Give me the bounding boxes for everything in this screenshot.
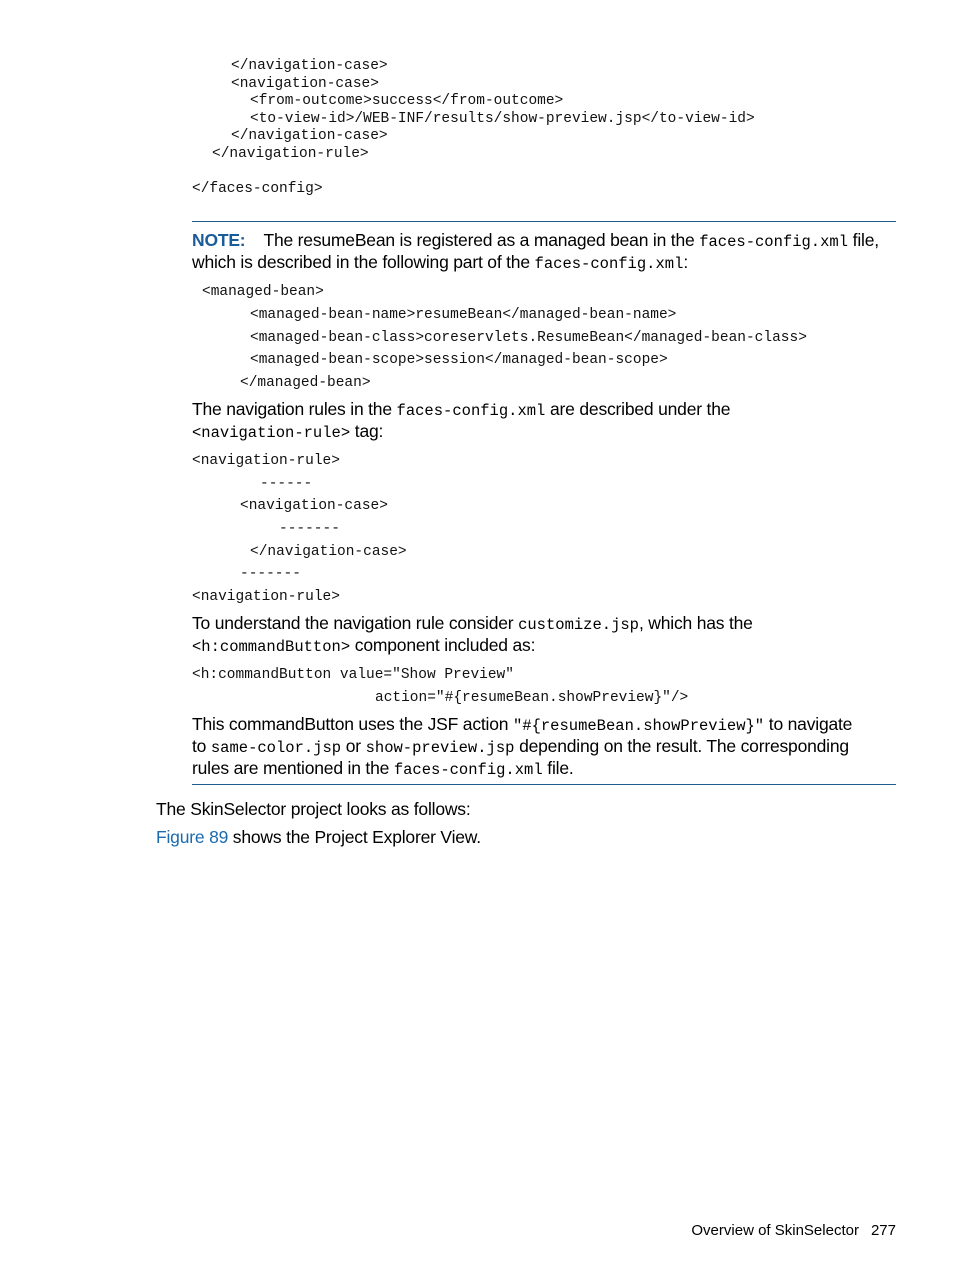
text-run: tag: <box>350 421 384 441</box>
text-run: rules are mentioned in the <box>192 758 394 778</box>
code-run: same-color.jsp <box>210 739 342 757</box>
text-run: The navigation rules in the <box>192 399 397 419</box>
code-line: <to-view-id>/WEB-INF/results/show-preview.jsp</to-view-id> <box>250 111 755 127</box>
code-run: faces-config.xml <box>393 761 543 779</box>
note-paragraph-line <box>192 713 852 737</box>
code-line: <navigation-case> <box>240 498 388 514</box>
code-line: <h:commandButton value="Show Preview" <box>192 667 514 683</box>
code-run: faces-config.xml <box>699 233 849 251</box>
text-run: This commandButton uses the JSF action <box>192 714 513 734</box>
figure-link[interactable]: Figure 89 <box>156 827 229 847</box>
code-line: action="#{resumeBean.showPreview}"/> <box>375 690 689 706</box>
code-line: <managed-bean-class>coreservlets.ResumeBean</managed-bean-class> <box>250 330 807 346</box>
code-line: </navigation-case> <box>250 544 407 560</box>
text-run: are described under the <box>545 399 731 419</box>
code-line: ------- <box>240 566 301 582</box>
body-paragraph: The SkinSelector project looks as follows: <box>156 799 471 819</box>
text-run: file, <box>848 230 879 250</box>
note-paragraph-line <box>192 398 730 422</box>
text-run: to navigate <box>764 714 853 734</box>
text-run: to <box>192 736 211 756</box>
note-paragraph-line <box>192 757 574 781</box>
text-run: shows the Project Explorer View. <box>228 827 481 847</box>
text-run: which is described in the following part of the <box>192 252 535 272</box>
code-line: <navigation-case> <box>231 76 379 92</box>
code-line: ------ <box>260 476 313 492</box>
code-run: <h:commandButton> <box>192 638 351 656</box>
page-footer <box>691 1222 896 1239</box>
code-line: </managed-bean> <box>240 375 371 391</box>
code-line: <managed-bean> <box>202 284 324 300</box>
code-line: </navigation-rule> <box>212 146 369 162</box>
note-paragraph-line <box>192 229 879 253</box>
text-run: file. <box>542 758 574 778</box>
text-run: To understand the navigation rule consider <box>192 613 519 633</box>
code-run: show-preview.jsp <box>365 739 515 757</box>
note-label: NOTE: <box>192 230 246 250</box>
note-bottom-rule <box>192 784 896 785</box>
text-run: The resumeBean is registered as a managed bean in the <box>263 230 700 250</box>
code-line: </navigation-case> <box>231 58 388 74</box>
code-line: <navigation-rule> <box>192 453 340 469</box>
code-line: <from-outcome>success</from-outcome> <box>250 93 564 109</box>
code-line: ------- <box>279 521 340 537</box>
code-run: customize.jsp <box>518 616 639 634</box>
code-line: <managed-bean-name>resumeBean</managed-bean-name> <box>250 307 677 323</box>
code-run: faces-config.xml <box>534 255 684 273</box>
note-paragraph-line <box>192 420 383 444</box>
text-run: or <box>341 736 366 756</box>
note-top-rule <box>192 221 896 222</box>
code-run: faces-config.xml <box>396 402 546 420</box>
text-run: : <box>683 252 689 272</box>
code-run: <navigation-rule> <box>192 424 351 442</box>
text-run: component included as: <box>350 635 536 655</box>
note-paragraph-line <box>192 612 753 636</box>
note-paragraph-line <box>192 634 535 658</box>
footer-section-title: Overview of SkinSelector <box>691 1222 859 1239</box>
code-line: </faces-config> <box>192 181 323 197</box>
note-paragraph-line <box>192 251 688 275</box>
code-line: </navigation-case> <box>231 128 388 144</box>
text-run: depending on the result. The corresponding <box>514 736 849 756</box>
note-paragraph-line <box>192 735 849 759</box>
code-line: <navigation-rule> <box>192 589 340 605</box>
code-line: <managed-bean-scope>session</managed-bean-scope> <box>250 352 668 368</box>
page-number: 277 <box>870 1222 896 1239</box>
body-paragraph <box>156 826 481 848</box>
text-run: , which has the <box>638 613 753 633</box>
code-run: "#{resumeBean.showPreview}" <box>512 717 765 735</box>
